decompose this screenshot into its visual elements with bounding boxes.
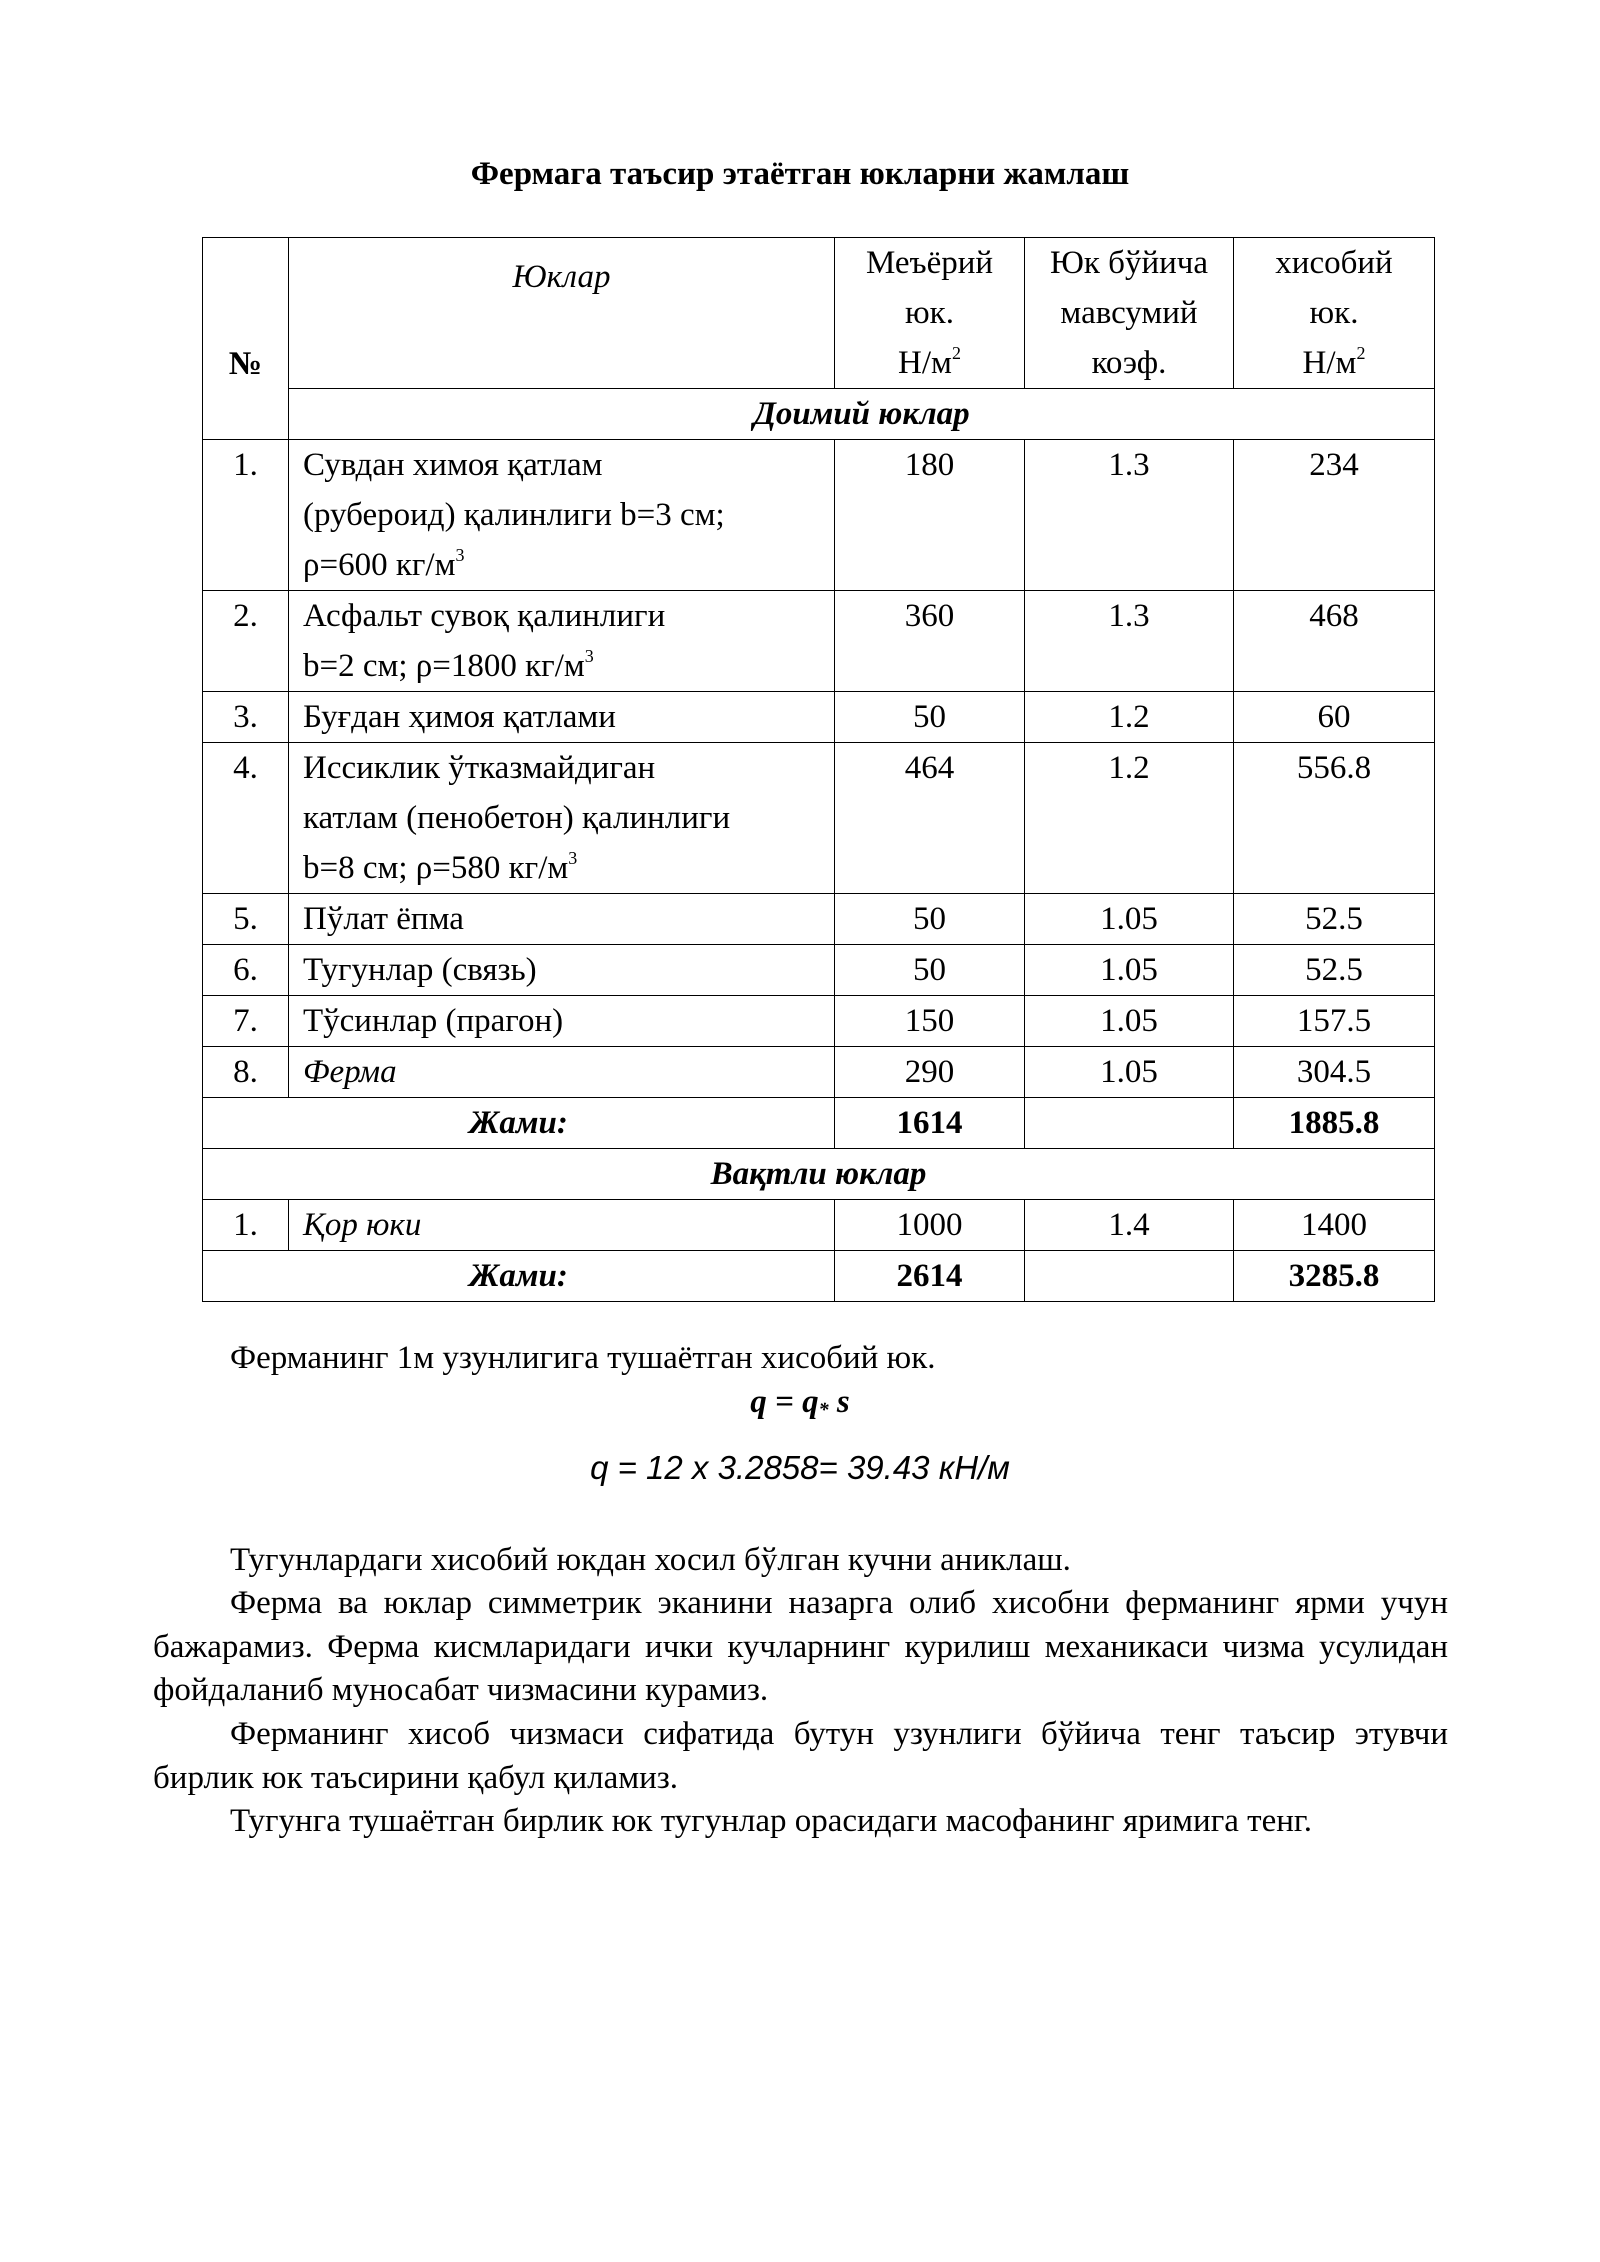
row-normative: 50 <box>835 692 1025 743</box>
row-coefficient: 1.3 <box>1025 440 1234 591</box>
total-coefficient-empty <box>1025 1098 1234 1149</box>
total-normative: 1614 <box>835 1098 1025 1149</box>
row-design: 468 <box>1234 591 1435 692</box>
unit-superscript: 2 <box>1356 343 1366 363</box>
header-loads: Юклар <box>289 238 835 389</box>
table-row <box>203 743 1435 894</box>
row-coefficient: 1.3 <box>1025 591 1234 692</box>
total-coefficient-empty <box>1025 1251 1234 1302</box>
unit-superscript: 3 <box>455 545 465 565</box>
row-number: 7. <box>203 996 289 1047</box>
row-name-line <box>303 641 826 691</box>
header-coef-line1: Юк бўйича <box>1049 245 1209 281</box>
paragraph-symmetry: Ферма ва юклар симметрик эканини назарга олиб хисобни ферманинг ярми учун бажарамиз. Ферма кисмларидаги ички кучларнинг курилиш механикаси чизма усулидан фойдаланиб муносабат чизмасини курамиз. <box>153 1585 1448 1708</box>
row-number: 2. <box>203 591 289 692</box>
section-row-temporary <box>203 1149 1435 1200</box>
section-title-temporary: Вақтли юклар <box>203 1149 1435 1200</box>
row-name-text: ρ=600 кг/м <box>303 547 456 583</box>
row-load-name: Пўлат ёпма <box>289 894 835 945</box>
total-normative: 2614 <box>835 1251 1025 1302</box>
formula-q-left: q = q <box>750 1384 819 1420</box>
row-normative: 50 <box>835 945 1025 996</box>
paragraph-unit-load: Ферманинг хисоб чизмаси сифатида бутун узунлиги бўйича тенг таъсир этувчи бирлик юк таъсирини қабул қиламиз. <box>153 1716 1448 1796</box>
table-row <box>203 945 1435 996</box>
row-load-name: Тугунлар (связь) <box>289 945 835 996</box>
row-normative: 290 <box>835 1047 1025 1098</box>
row-design: 304.5 <box>1234 1047 1435 1098</box>
row-design: 157.5 <box>1234 996 1435 1047</box>
row-name-text: b=2 см; ρ=1800 кг/м <box>303 648 585 684</box>
row-load-name: Буғдан ҳимоя қатлами <box>289 692 835 743</box>
row-number: 3. <box>203 692 289 743</box>
section-title-permanent: Доимий юклар <box>289 389 1435 440</box>
header-normative-line1: Меъёрий <box>865 245 994 281</box>
formula-q-value: q = 12 x 3.2858= 39.43 кН/м <box>590 1449 1010 1486</box>
row-design: 1400 <box>1234 1200 1435 1251</box>
table-row <box>203 894 1435 945</box>
total-row-all <box>203 1251 1435 1302</box>
paragraph-load-per-meter: Ферманинг 1м узунлигига тушаётган хисобий юк. <box>230 1340 936 1376</box>
unit-superscript: 3 <box>568 848 578 868</box>
header-number: № <box>203 238 289 440</box>
row-load-name: Қор юки <box>289 1200 835 1251</box>
row-normative: 180 <box>835 440 1025 591</box>
table-row <box>203 440 1435 591</box>
formula-q-right: s <box>828 1384 850 1420</box>
row-name-line: (рубероид) қалинлиги b=3 см; <box>303 497 725 533</box>
row-coefficient: 1.05 <box>1025 1047 1234 1098</box>
total-label: Жами: <box>203 1251 835 1302</box>
row-design: 60 <box>1234 692 1435 743</box>
row-load-name <box>289 591 835 692</box>
row-name-line: Сувдан химоя қатлам <box>303 447 603 483</box>
unit-text: Н/м <box>1302 345 1357 381</box>
formula-q-subscript: * <box>818 1399 829 1421</box>
header-design-line1: хисобий <box>1275 245 1393 281</box>
table-row <box>203 692 1435 743</box>
row-design: 234 <box>1234 440 1435 591</box>
header-normative-unit <box>835 338 1024 388</box>
row-load-name <box>289 743 835 894</box>
total-label: Жами: <box>203 1098 835 1149</box>
row-number: 4. <box>203 743 289 894</box>
header-normative <box>835 238 1025 389</box>
document-title: Фермага таъсир этаётган юкларни жамлаш <box>470 156 1130 192</box>
unit-superscript: 3 <box>584 646 594 666</box>
row-coefficient: 1.05 <box>1025 894 1234 945</box>
formula-q <box>0 1380 1600 1432</box>
row-coefficient: 1.2 <box>1025 743 1234 894</box>
section-row-permanent <box>203 389 1435 440</box>
row-load-name: Ферма <box>289 1047 835 1098</box>
row-coefficient: 1.2 <box>1025 692 1234 743</box>
header-coef-line2: мавсумий <box>1060 295 1198 331</box>
row-number: 8. <box>203 1047 289 1098</box>
unit-superscript: 2 <box>951 343 961 363</box>
row-design: 556.8 <box>1234 743 1435 894</box>
row-load-name: Тўсинлар (прагон) <box>289 996 835 1047</box>
row-name-line: Иссиклик ўтказмайдиган <box>303 750 656 786</box>
table-row <box>203 1047 1435 1098</box>
row-name-line <box>303 843 826 893</box>
row-coefficient: 1.4 <box>1025 1200 1234 1251</box>
total-design: 3285.8 <box>1234 1251 1435 1302</box>
row-design: 52.5 <box>1234 894 1435 945</box>
row-normative: 1000 <box>835 1200 1025 1251</box>
row-number: 5. <box>203 894 289 945</box>
header-design-unit <box>1234 338 1434 388</box>
table-header-row <box>203 238 1435 389</box>
row-load-name <box>289 440 835 591</box>
header-coefficient <box>1025 238 1234 389</box>
row-normative: 360 <box>835 591 1025 692</box>
row-number: 1. <box>203 440 289 591</box>
paragraph-node-forces: Тугунлардаги хисобий юкдан хосил бўлган кучни аниклаш. <box>230 1542 1071 1578</box>
row-design: 52.5 <box>1234 945 1435 996</box>
row-name-text: b=8 см; ρ=580 кг/м <box>303 850 569 886</box>
table-row <box>203 1200 1435 1251</box>
row-number: 1. <box>203 1200 289 1251</box>
header-coef-line3: коэф. <box>1091 345 1167 381</box>
unit-text: Н/м <box>898 345 952 381</box>
row-coefficient: 1.05 <box>1025 945 1234 996</box>
row-name-line <box>303 540 826 590</box>
total-design: 1885.8 <box>1234 1098 1435 1149</box>
row-name-line: Асфальт сувоқ қалинлиги <box>303 598 666 634</box>
row-coefficient: 1.05 <box>1025 996 1234 1047</box>
loads-table <box>202 237 1435 1302</box>
header-normative-line2: юк. <box>905 295 954 331</box>
header-design <box>1234 238 1435 389</box>
row-number: 6. <box>203 945 289 996</box>
header-design-line2: юк. <box>1309 295 1359 331</box>
total-row-permanent <box>203 1098 1435 1149</box>
paragraph-node-load: Тугунга тушаётган бирлик юк тугунлар орасидаги масофанинг яримига тенг. <box>230 1803 1312 1839</box>
table-row <box>203 996 1435 1047</box>
row-normative: 50 <box>835 894 1025 945</box>
row-normative: 464 <box>835 743 1025 894</box>
table-row <box>203 591 1435 692</box>
row-name-line: катлам (пенобетон) қалинлиги <box>303 800 731 836</box>
row-normative: 150 <box>835 996 1025 1047</box>
